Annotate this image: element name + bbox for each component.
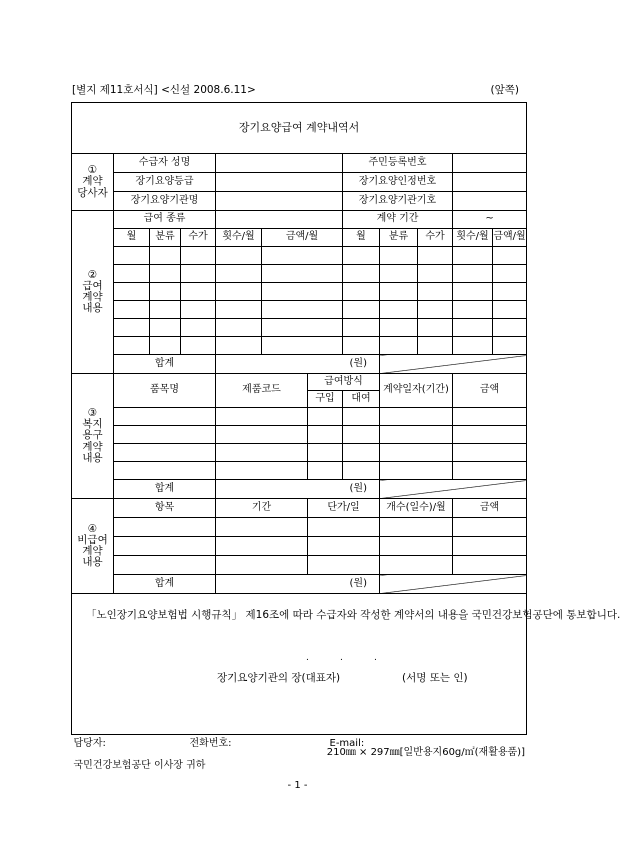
table-row — [72, 319, 527, 337]
notice-text: 「노인장기요양보험법 시행규칙」 제16조에 따라 수급자와 작성한 계약서의 내용을 국민건강보험공단에 통보합니다. — [86, 609, 620, 621]
section4-label: ④ 비급여 계약 내용 — [72, 499, 114, 594]
col-count-per-month: 횟수/월 — [216, 229, 262, 247]
phone-label: 전화번호: — [189, 738, 232, 749]
notice-block: 「노인장기요양보험법 시행규칙」 제16조에 따라 수급자와 작성한 계약서의 내용을 국민건강보험공단에 통보합니다. . . . 장기요양기관의 장(대표자) (서명 또는 인) — [72, 594, 527, 735]
col-fee-2: 수가 — [418, 229, 453, 247]
resident-number-field[interactable] — [453, 154, 527, 173]
col-amount-per-month-2: 금액/월 — [493, 229, 527, 247]
table-row — [72, 408, 527, 426]
col-rental: 대여 — [343, 391, 380, 408]
institution-code-label: 장기요양기관기호 — [343, 192, 453, 211]
contract-period-label: 계약 기간 — [343, 211, 453, 229]
section3-total-field[interactable]: (원) — [216, 480, 380, 499]
section2-total-label: 합계 — [114, 355, 216, 374]
table-row — [72, 556, 527, 575]
recipient-name-field[interactable] — [216, 154, 343, 173]
table-row — [72, 426, 527, 444]
col-amount: 금액 — [453, 374, 527, 408]
care-grade-field[interactable] — [216, 173, 343, 192]
table-row — [72, 247, 527, 265]
institution-name-label: 장기요양기관명 — [114, 192, 216, 211]
col-period: 기간 — [216, 499, 308, 518]
table-row — [72, 537, 527, 556]
col-product-code: 제품코드 — [216, 374, 308, 408]
contract-form-table — [71, 102, 620, 781]
signature-field[interactable]: (서명 또는 인) — [402, 672, 468, 684]
section4-total-blank — [380, 575, 527, 594]
col-month: 월 — [114, 229, 150, 247]
col-category: 분류 — [150, 229, 181, 247]
col-benefit-method: 급여방식 — [308, 374, 380, 391]
paper-spec: 210㎜ × 297㎜[일반용지60g/㎡(재활용품)] — [326, 747, 525, 758]
section2-total-field[interactable]: (원) — [216, 355, 380, 374]
section2-label: ② 급여 계약 내용 — [72, 211, 114, 374]
institution-name-field[interactable] — [216, 192, 343, 211]
form-title: 장기요양급여 계약내역서 — [72, 103, 527, 154]
benefit-type-label: 급여 종류 — [114, 211, 216, 229]
signer-label: 장기요양기관의 장(대표자) — [217, 672, 341, 684]
col-contract-date: 계약일자(기간) — [380, 374, 453, 408]
care-approval-number-label: 장기요양인정번호 — [343, 173, 453, 192]
section1-label: ① 계약 당사자 — [72, 154, 114, 211]
form-number: [별지 제11호서식] <신설 2008.6.11> — [72, 84, 256, 96]
institution-code-field[interactable] — [453, 192, 527, 211]
table-row — [72, 301, 527, 319]
table-row — [72, 283, 527, 301]
table-row — [72, 462, 527, 480]
care-approval-number-field[interactable] — [453, 173, 527, 192]
col-amount-per-month: 금액/월 — [262, 229, 343, 247]
section3-total-label: 합계 — [114, 480, 216, 499]
section4-total-label: 합계 — [114, 575, 216, 594]
col-fee: 수가 — [181, 229, 216, 247]
staff-label: 담당자: — [73, 738, 106, 749]
col-category-2: 분류 — [380, 229, 418, 247]
table-row — [72, 337, 527, 355]
recipient-line: 국민건강보험공단 이사장 귀하 — [73, 760, 206, 771]
col-amount-4: 금액 — [453, 499, 527, 518]
recipient-name-label: 수급자 성명 — [114, 154, 216, 173]
table-row — [72, 518, 527, 537]
benefit-type-field[interactable] — [216, 211, 343, 229]
col-count-per-month-2: 횟수/월 — [453, 229, 493, 247]
resident-number-label: 주민등록번호 — [343, 154, 453, 173]
contract-period-field[interactable]: ~ — [453, 211, 527, 229]
page-number: - 1 - — [287, 780, 308, 791]
table-row — [72, 444, 527, 462]
section2-total-blank — [380, 355, 527, 374]
email-label: E-mail: — [329, 738, 365, 749]
page-side-label: (앞쪽) — [490, 84, 519, 96]
col-month-2: 월 — [343, 229, 380, 247]
col-purchase: 구입 — [308, 391, 343, 408]
section3-total-blank — [380, 480, 527, 499]
col-item-name: 품목명 — [114, 374, 216, 408]
col-unit-price: 단가/일 — [308, 499, 380, 518]
section4-total-field[interactable]: (원) — [216, 575, 380, 594]
col-count-days: 개수(일수)/월 — [380, 499, 453, 518]
table-row — [72, 265, 527, 283]
section3-label: ③ 복지 용구 계약 내용 — [72, 374, 114, 499]
care-grade-label: 장기요양등급 — [114, 173, 216, 192]
col-item: 항목 — [114, 499, 216, 518]
